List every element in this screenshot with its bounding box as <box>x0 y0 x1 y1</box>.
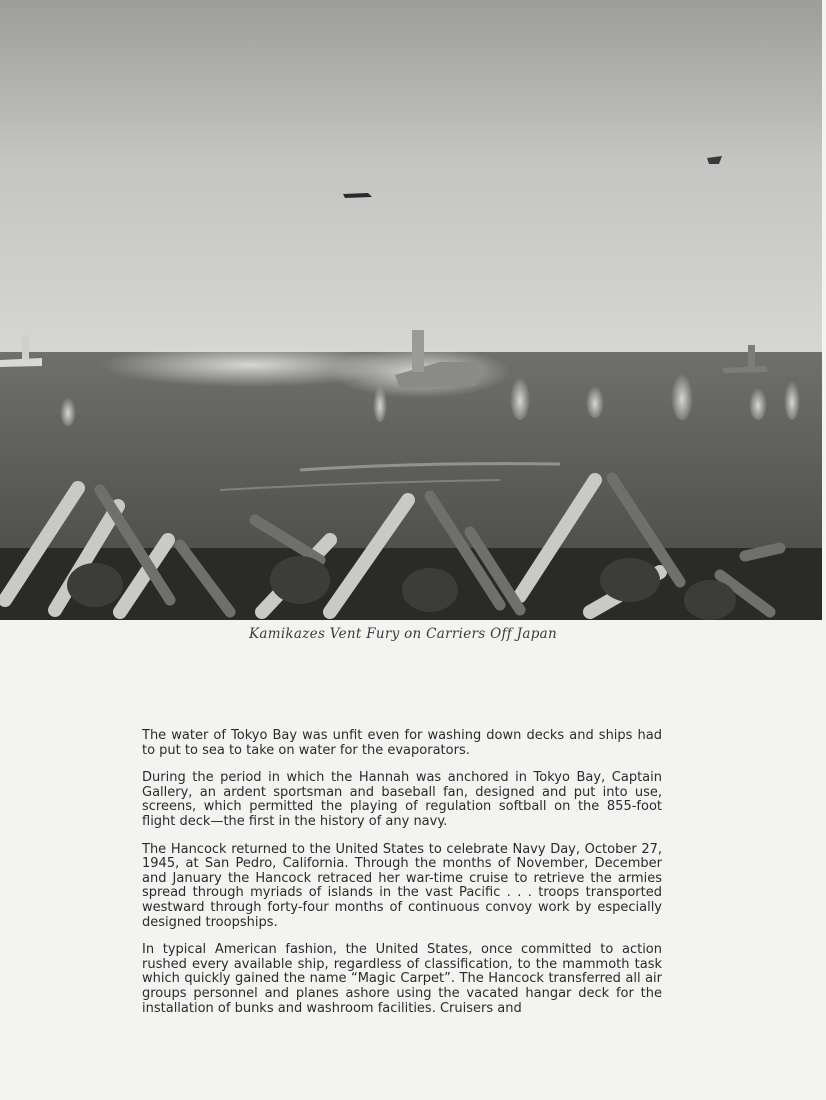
photo-caption: Kamikazes Vent Fury on Carriers Off Japan <box>248 626 558 642</box>
paragraph: In typical American fashion, the United States, once committed to action rushed every available ship, regardless of classification, to the mammoth task which quickly gained the name “Magic Carpet”. The Hancock transferred all air groups personnel and planes ashore using the vacated hangar deck for the installation of bunks and washroom facilities. Cruisers and <box>142 942 662 1016</box>
article-body <box>142 729 662 1029</box>
paragraph: During the period in which the Hannah was anchored in Tokyo Bay, Captain Gallery, an ardent sportsman and baseball fan, designed and put into use, screens, which permitted the playing of regulation softball on the 855-foot flight deck—the first in the history of any navy. <box>142 770 662 829</box>
paragraph: The Hancock returned to the United States to celebrate Navy Day, October 27, 1945, at San Pedro, California. Through the months of November, December and January the Hancock retraced her war-time cruise to retrieve the armies spread through myriads of islands in the vast Pacific . . . troops transported westward through forty-four months of continuous convoy work by especially designed troopships. <box>142 841 662 930</box>
paragraph: The water of Tokyo Bay was unfit even for washing down decks and ships had to put to sea to take on water for the evaporators. <box>142 728 662 758</box>
